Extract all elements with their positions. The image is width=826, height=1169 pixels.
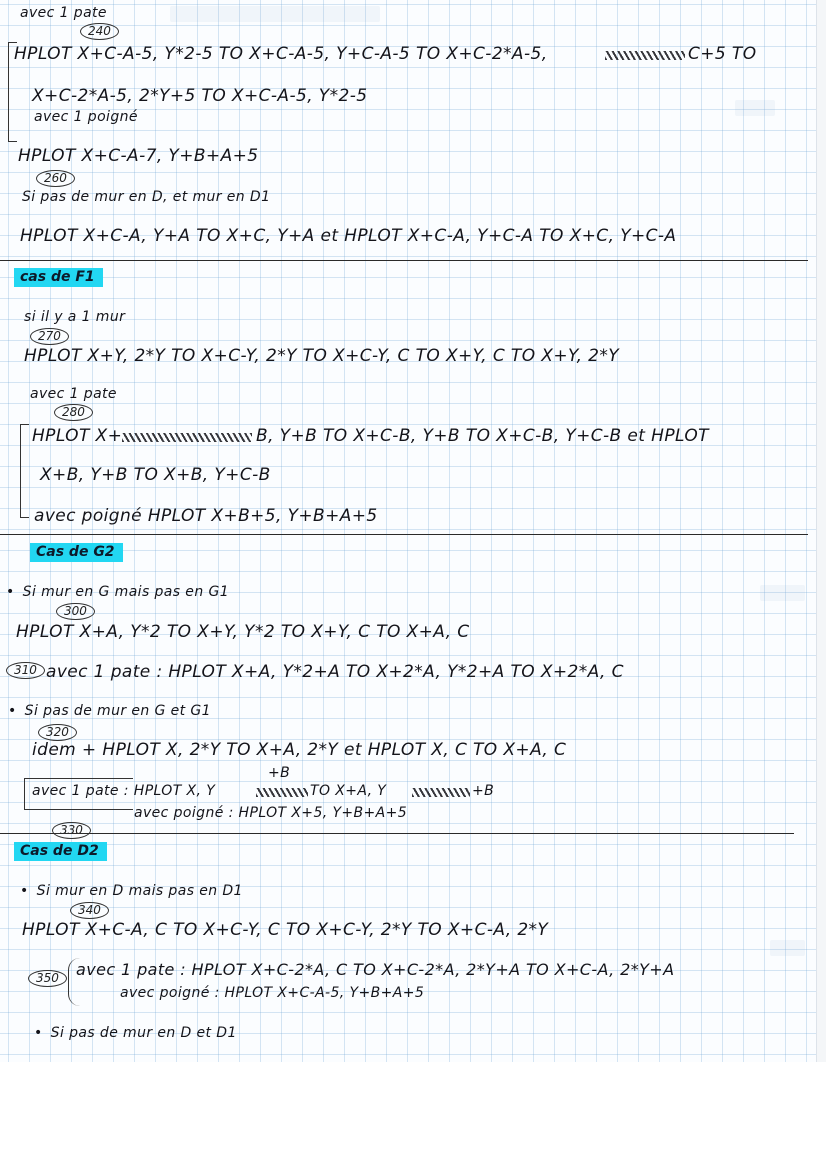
note-text: avec 1 pate bbox=[30, 386, 117, 402]
show-through-mark bbox=[735, 100, 775, 116]
code-line: HPLOT X+A, Y*2 TO X+Y, Y*2 TO X+Y, C TO X+A, C bbox=[16, 622, 470, 642]
section-divider bbox=[0, 833, 794, 834]
section-divider bbox=[0, 534, 808, 535]
code-line: TO X+A, Y bbox=[310, 783, 387, 799]
code-line: avec 1 pate : HPLOT X+C-2*A, C TO X+C-2*A, 2*Y+A TO X+C-A, 2*Y+A bbox=[76, 960, 675, 979]
code-line: avec 1 pate : HPLOT X, Y bbox=[32, 783, 216, 799]
note-text: avec 1 pate bbox=[20, 5, 107, 21]
code-line: avec 1 pate : HPLOT X+A, Y*2+A TO X+2*A, Y*2+A TO X+2*A, C bbox=[46, 662, 624, 682]
note-text: avec 1 poigné bbox=[34, 109, 138, 125]
code-line: HPLOT X+Y, 2*Y TO X+C-Y, 2*Y TO X+C-Y, C TO X+Y, C TO X+Y, 2*Y bbox=[24, 346, 620, 366]
code-line: avec poigné : HPLOT X+5, Y+B+A+5 bbox=[134, 805, 408, 821]
code-line: HPLOT X+C-A-5, Y*2-5 TO X+C-A-5, Y+C-A-5 TO X+C-2*A-5, bbox=[14, 44, 548, 64]
show-through-mark bbox=[760, 585, 805, 601]
line-number-badge: 260 bbox=[36, 170, 75, 187]
code-line: C+5 TO bbox=[688, 44, 757, 64]
note-text: • Si mur en D mais pas en D1 bbox=[20, 884, 243, 898]
scribbled-out-text bbox=[412, 788, 470, 797]
show-through-mark bbox=[770, 940, 805, 956]
code-line: HPLOT X+C-A, C TO X+C-Y, C TO X+C-Y, 2*Y TO X+C-A, 2*Y bbox=[22, 920, 549, 940]
code-line: +B bbox=[268, 765, 291, 781]
code-line: avec poigné : HPLOT X+C-A-5, Y+B+A+5 bbox=[120, 985, 425, 1001]
page-edge bbox=[816, 0, 826, 1062]
note-text: si il y a 1 mur bbox=[24, 309, 126, 325]
code-line: +B bbox=[472, 783, 495, 799]
scribbled-out-text bbox=[605, 51, 685, 60]
line-number-badge: 270 bbox=[30, 328, 69, 345]
code-line: avec poigné HPLOT X+B+5, Y+B+A+5 bbox=[34, 506, 378, 526]
line-number-badge: 310 bbox=[6, 662, 45, 679]
note-text: Si pas de mur en D, et mur en D1 bbox=[22, 189, 271, 205]
line-number-badge: 280 bbox=[54, 404, 93, 421]
code-line: HPLOT X+C-A-7, Y+B+A+5 bbox=[18, 146, 259, 166]
show-through-mark bbox=[170, 6, 380, 22]
code-line: X+B, Y+B TO X+B, Y+C-B bbox=[40, 465, 271, 485]
note-text: • Si pas de mur en G et G1 bbox=[8, 704, 211, 718]
line-number-badge: 300 bbox=[56, 603, 95, 620]
line-number-badge: 240 bbox=[80, 23, 119, 40]
code-line: B, Y+B TO X+C-B, Y+B TO X+C-B, Y+C-B et HPLOT bbox=[256, 426, 709, 446]
scribbled-out-text bbox=[256, 788, 308, 797]
section-header-g2: Cas de G2 bbox=[30, 543, 123, 562]
code-line: X+C-2*A-5, 2*Y+5 TO X+C-A-5, Y*2-5 bbox=[32, 86, 368, 106]
note-text: • Si pas de mur en D et D1 bbox=[34, 1026, 237, 1040]
block-bracket bbox=[20, 424, 29, 518]
line-number-badge: 350 bbox=[28, 970, 67, 987]
note-text: • Si mur en G mais pas en G1 bbox=[6, 585, 229, 599]
line-number-badge: 320 bbox=[38, 724, 77, 741]
line-number-badge: 330 bbox=[52, 822, 91, 839]
code-line: idem + HPLOT X, 2*Y TO X+A, 2*Y et HPLOT X, C TO X+A, C bbox=[32, 740, 567, 760]
line-number-badge: 340 bbox=[70, 902, 109, 919]
section-header-d2: Cas de D2 bbox=[14, 842, 107, 861]
code-line: HPLOT X+C-A, Y+A TO X+C, Y+A et HPLOT X+C-A, Y+C-A TO X+C, Y+C-A bbox=[20, 226, 677, 246]
scribbled-out-text bbox=[122, 433, 252, 442]
section-header-f1: cas de F1 bbox=[14, 268, 103, 287]
code-line: HPLOT X+ bbox=[32, 426, 123, 446]
section-divider bbox=[0, 260, 808, 261]
